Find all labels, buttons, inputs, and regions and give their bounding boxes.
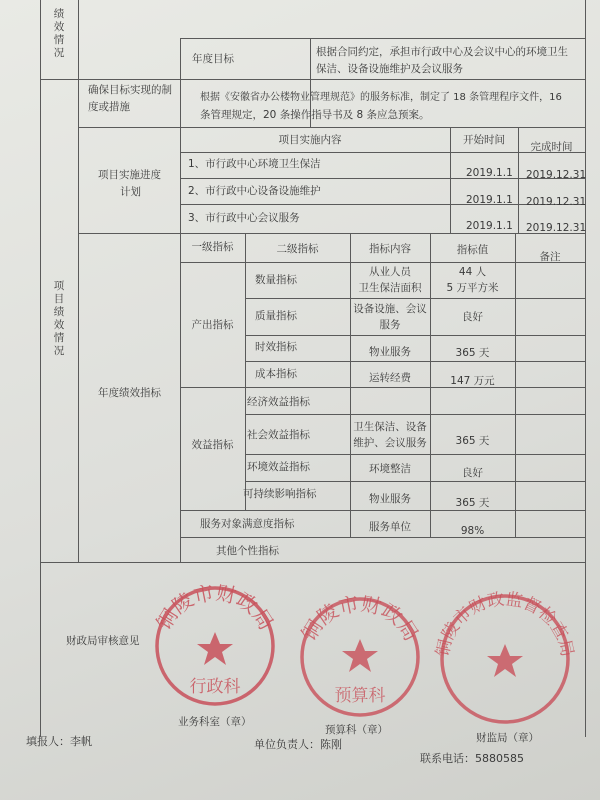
row-social-level2: 社会效益指标: [247, 429, 310, 441]
schedule-label-1: 项目实施进度: [98, 169, 161, 181]
row-quality-level2: 质量指标: [255, 310, 297, 322]
seal-2-name: 铜陵市财政局: [296, 591, 424, 646]
row-cost-content: 运转经费: [369, 372, 411, 384]
row-social-content-2: 维护、会议服务: [353, 437, 427, 449]
review-label: 财政局审核意见: [66, 635, 140, 647]
benefit-indicator-label: 效益指标: [191, 439, 234, 451]
row-sustainable-content: 物业服务: [369, 493, 411, 505]
row-social-value: 365 天: [455, 435, 490, 447]
header-value: 指标值: [456, 244, 489, 256]
header-level1: 一级指标: [191, 241, 234, 253]
seal-3-name: 铜陵市财政监督检查局: [432, 589, 578, 659]
header-level2: 二级指标: [276, 243, 319, 255]
row-social-content-1: 卫生保洁、设备: [353, 421, 427, 433]
row-cost-value: 147 万元: [450, 375, 495, 387]
schedule-row-2-content: 2、市行政中心设备设施维护: [188, 185, 321, 197]
footer-leader: 单位负责人：陈刚: [254, 738, 342, 751]
side-label-project-performance: 项目绩效情况: [53, 280, 65, 357]
other-indicator-label: 其他个性指标: [216, 545, 279, 557]
annual-goal-content-1: 根据合同约定，承担市行政中心及会议中心的环境卫生: [316, 46, 568, 58]
row-environment-content: 环境整洁: [369, 463, 411, 475]
footer-filler: 填报人：李帆: [26, 735, 92, 748]
header-note: 备注: [539, 251, 561, 263]
schedule-label-2: 计划: [120, 186, 141, 198]
schedule-row-2-end: 2019.12.31: [526, 196, 587, 208]
satisfaction-value: 98%: [460, 525, 485, 537]
annual-goal-label: 年度目标: [192, 53, 234, 65]
schedule-header-start: 开始时间: [463, 134, 505, 146]
row-quantity-value-2: 5 万平方米: [446, 282, 499, 294]
seal-admin-office: [145, 574, 285, 714]
schedule-row-3-end: 2019.12.31: [526, 222, 587, 234]
schedule-row-1-end: 2019.12.31: [526, 169, 587, 181]
seal-1-name: 铜陵市财政局: [151, 580, 279, 635]
annual-goal-content-2: 保洁、设备设施维护及会议服务: [316, 63, 463, 75]
office-3-stamp-label: 财监局（章）: [476, 732, 539, 744]
footer-phone: 联系电话：5880585: [420, 752, 524, 765]
row-quantity-level2: 数量指标: [255, 274, 297, 286]
row-quantity-content-1: 从业人员: [369, 266, 411, 278]
seal-supervision-bureau: [430, 582, 580, 732]
output-indicator-label: 产出指标: [191, 319, 234, 331]
schedule-header-end: 完成时间: [530, 141, 573, 153]
side-label-performance: 绩效情况: [53, 8, 65, 59]
office-2-stamp-label: 预算科（章）: [325, 724, 388, 736]
row-quality-value: 良好: [462, 311, 483, 323]
row-environment-value: 良好: [462, 467, 483, 479]
schedule-row-1-content: 1、市行政中心环境卫生保洁: [188, 158, 321, 170]
system-content-2: 条管理规定，20 条操作指导书及 8 条应急预案。: [200, 109, 430, 121]
system-content-1: 根据《安徽省办公楼物业管理规范》的服务标准，制定了 18 条管理程序文件，16: [200, 92, 562, 103]
indicators-label: 年度绩效指标: [98, 387, 161, 399]
row-sustainable-value: 365 天: [455, 497, 490, 509]
seal-1-dept: 行政科: [189, 677, 241, 697]
schedule-row-3-content: 3、市行政中心会议服务: [188, 212, 300, 224]
seal-budget-office: [290, 585, 430, 725]
schedule-header-content: 项目实施内容: [278, 134, 342, 146]
system-label-2: 度或措施: [88, 101, 130, 113]
row-sustainable-level2: 可持续影响指标: [243, 488, 317, 500]
system-label-1: 确保目标实现的制: [88, 84, 172, 96]
row-environment-level2: 环境效益指标: [247, 461, 310, 473]
row-timeliness-level2: 时效指标: [255, 341, 297, 353]
row-quantity-content-2: 卫生保洁面积: [358, 282, 422, 294]
schedule-row-1-start: 2019.1.1: [466, 167, 513, 179]
row-quality-content-1: 设备设施、会议: [353, 303, 427, 315]
row-quality-content-2: 服务: [379, 319, 401, 331]
row-economic-level2: 经济效益指标: [247, 396, 310, 408]
schedule-row-2-start: 2019.1.1: [466, 194, 513, 206]
row-cost-level2: 成本指标: [255, 368, 297, 380]
seal-2-dept: 预算科: [334, 686, 386, 706]
row-timeliness-value: 365 天: [455, 347, 490, 359]
schedule-row-3-start: 2019.1.1: [466, 220, 513, 232]
row-timeliness-content: 物业服务: [369, 346, 411, 358]
office-1-stamp-label: 业务科室（章）: [178, 716, 252, 728]
row-quantity-value-1: 44 人: [458, 266, 487, 278]
satisfaction-content: 服务单位: [369, 521, 411, 533]
satisfaction-label: 服务对象满意度指标: [200, 518, 295, 530]
header-content: 指标内容: [369, 243, 411, 255]
